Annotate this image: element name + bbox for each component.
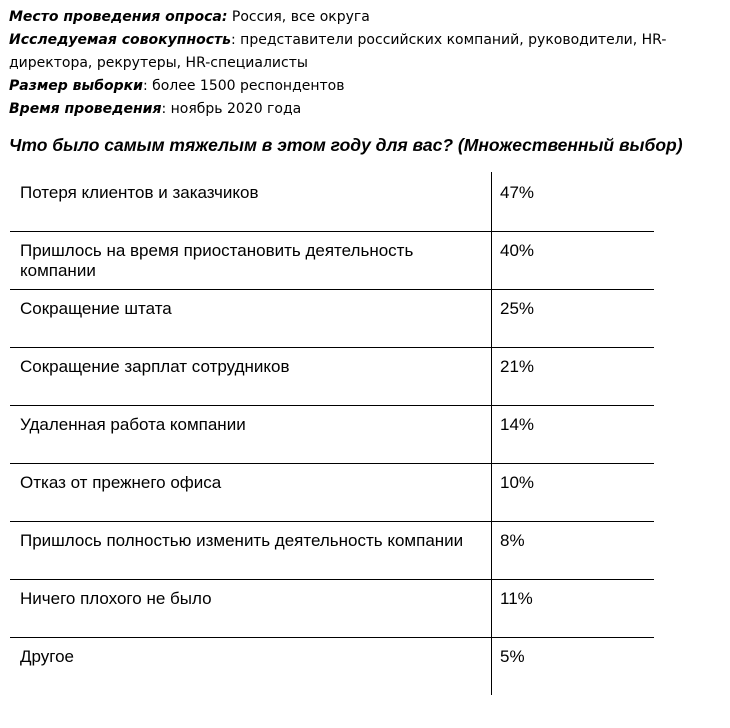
meta-sample-label: Размер выборки [9, 78, 143, 94]
row-value: 11% [500, 589, 533, 608]
row-label: Другое [20, 647, 75, 666]
table-row [10, 290, 654, 348]
row-value: 8% [500, 531, 525, 550]
row-value: 5% [500, 647, 525, 666]
table-row [10, 464, 654, 522]
meta-sample-value: : более 1500 респондентов [142, 78, 345, 94]
row-value: 40% [500, 241, 535, 260]
row-value: 14% [500, 415, 535, 434]
meta-time-label: Время проведения [9, 101, 162, 117]
row-value: 10% [500, 473, 535, 492]
row-value: 47% [500, 183, 535, 202]
row-label: Ничего плохого не было [20, 589, 212, 608]
column-divider [491, 172, 492, 695]
table-row [10, 580, 654, 638]
survey-question: Что было самым тяжелым в этом году для вас? (Множественный выбор) [9, 135, 683, 155]
row-value: 21% [500, 357, 535, 376]
row-label: Отказ от прежнего офиса [20, 473, 222, 492]
meta-population-value: : представители российских компаний, руководители, HR-директора, рекрутеры, HR-специалисты [9, 32, 667, 71]
table-row [10, 638, 654, 696]
meta-location [9, 6, 724, 29]
survey-meta [9, 6, 724, 121]
row-label: Пришлось полностью изменить деятельность компании [20, 531, 464, 550]
row-value: 25% [500, 299, 535, 318]
row-label: Сокращение штата [20, 299, 172, 318]
row-label: Удаленная работа компании [20, 415, 246, 434]
meta-population [9, 29, 724, 75]
row-label: Потеря клиентов и заказчиков [20, 183, 259, 202]
table-row [10, 174, 654, 232]
meta-location-label: Место проведения опроса: [9, 9, 228, 25]
results-table [10, 174, 654, 696]
meta-time-value: : ноябрь 2020 года [161, 101, 302, 117]
row-label: Сокращение зарплат сотрудников [20, 357, 290, 376]
meta-population-label: Исследуемая совокупность [9, 32, 231, 48]
row-label: Пришлось на время приостановить деятельность компании [20, 241, 414, 280]
meta-time [9, 98, 724, 121]
table-row [10, 348, 654, 406]
table-row [10, 232, 654, 290]
meta-sample [9, 75, 724, 98]
meta-location-value: Россия, все округа [227, 9, 370, 25]
table-row [10, 522, 654, 580]
table-row [10, 406, 654, 464]
